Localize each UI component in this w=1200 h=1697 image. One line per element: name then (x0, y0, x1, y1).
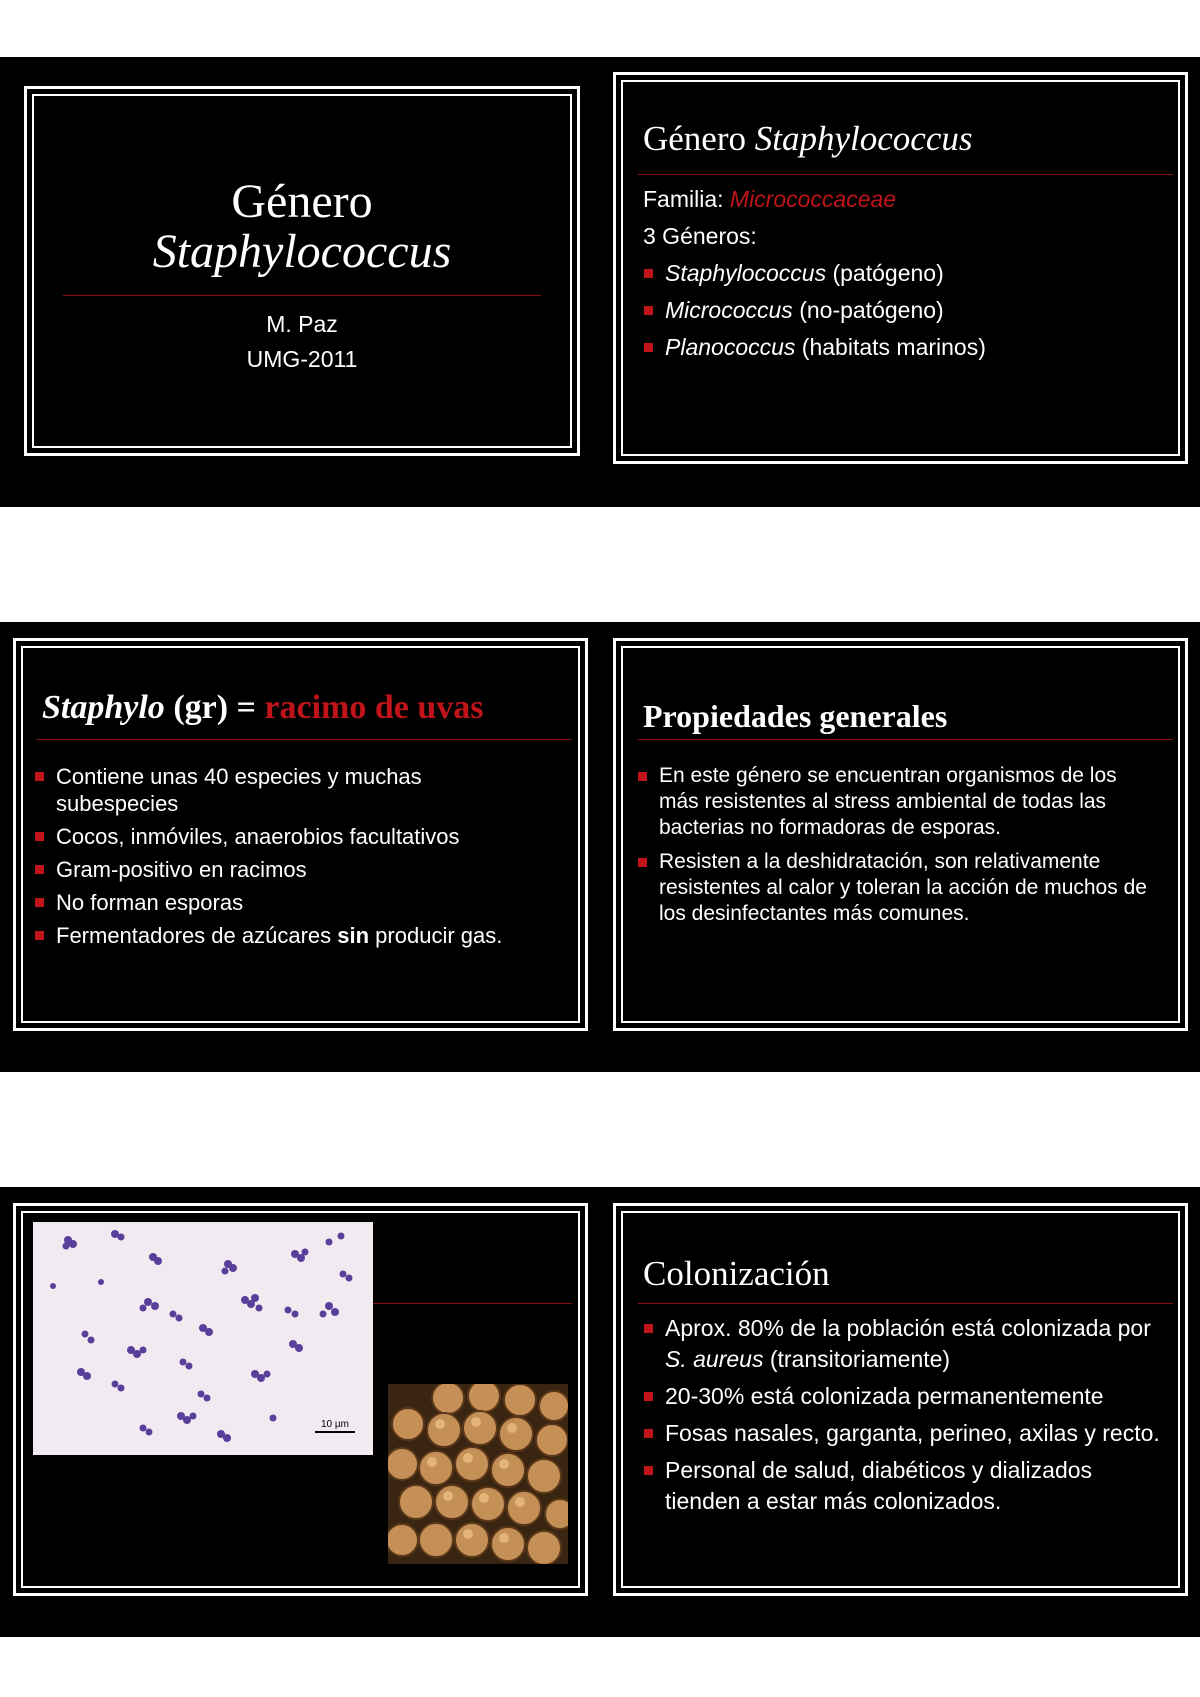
slide-genus (613, 72, 1188, 464)
slide-colonization (613, 1203, 1188, 1596)
slide-1-title-line1: Género (231, 175, 373, 228)
genus-name: Planococcus (665, 334, 796, 360)
scale-bar-label: 10 µm (321, 1419, 349, 1430)
slide-4-title: Propiedades generales (643, 698, 948, 734)
organization: UMG-2011 (246, 346, 358, 372)
bullet-text-pre: Aprox. 80% de la población está colonizada por (665, 1315, 1151, 1341)
list-item (643, 295, 986, 326)
slide-3-title-italic: Staphylo (42, 689, 165, 726)
bullet-text-post: producir gas. (369, 923, 503, 948)
list-item: Resisten a la deshidratación, son relativamente resistentes al calor y toleran la acción de muchos de los desinfectantes más comunes. (637, 849, 1152, 927)
bullet-text-post: (transitoriamente) (763, 1346, 951, 1372)
slide-3-rule (36, 739, 572, 740)
list-item: Fosas nasales, garganta, perineo, axilas y recto. (643, 1418, 1168, 1449)
family-line (643, 184, 896, 214)
list-item (643, 1313, 1168, 1375)
genus-name: Micrococcus (665, 297, 793, 323)
slide-6-bullets (643, 1313, 1168, 1523)
slide-properties (613, 638, 1188, 1031)
genus-note: (patógeno) (826, 260, 944, 286)
family-value: Micrococcaceae (729, 186, 897, 212)
list-item (34, 922, 534, 949)
genus-note: (habitats marinos) (795, 334, 986, 360)
slide-6-rule (638, 1303, 1173, 1304)
list-item: No forman esporas (34, 889, 534, 916)
genus-note: (no-patógeno) (792, 297, 944, 323)
slide-title (24, 86, 580, 456)
slide-4-rule (638, 739, 1173, 740)
slide-3-title-mid: (gr) = (164, 689, 265, 726)
list-item: En este género se encuentran organismos de los más resistentes al stress ambiental de todas las bacterias no formadoras de esporas. (637, 763, 1152, 841)
bullet-text-bold: sin (337, 923, 370, 948)
genera-label: 3 Géneros: (643, 223, 757, 249)
sem-micrograph (388, 1384, 568, 1564)
list-item: Contiene unas 40 especies y muchas subespecies (34, 763, 534, 817)
genera-list (643, 258, 986, 369)
list-item: Cocos, inmóviles, anaerobios facultativos (34, 823, 534, 850)
slide-staphylo (13, 638, 588, 1031)
gram-stain-micrograph (33, 1222, 373, 1455)
family-label: Familia: (643, 186, 730, 212)
list-item: Gram-positivo en racimos (34, 856, 534, 883)
genus-name: Staphylococcus (665, 260, 827, 286)
slide-3-title (42, 688, 484, 728)
slide-1-title-line2: Staphylococcus (152, 225, 452, 278)
slide-5-rule (371, 1303, 572, 1304)
slide-2-title (643, 119, 972, 159)
list-item (643, 258, 986, 289)
slide-2-title-plain: Género (643, 119, 755, 158)
slide-2-title-italic: Staphylococcus (754, 119, 973, 158)
slide-4-bullets (637, 763, 1152, 935)
list-item: 20-30% está colonizada permanentemente (643, 1381, 1168, 1412)
slide-3-bullets (34, 763, 534, 955)
slide-6-title: Colonización (643, 1254, 830, 1293)
list-item: Personal de salud, diabéticos y dializados tienden a estar más colonizados. (643, 1455, 1168, 1517)
slide-2-rule (638, 174, 1173, 175)
slide-1-rule (63, 295, 541, 296)
author: M. Paz (266, 311, 338, 337)
bullet-text-pre: Fermentadores de azúcares (56, 923, 338, 948)
bullet-text-italic: S. aureus (665, 1346, 764, 1372)
slide-3-title-red: racimo de uvas (264, 689, 484, 726)
slide-micrographs (13, 1203, 588, 1596)
list-item (643, 332, 986, 363)
